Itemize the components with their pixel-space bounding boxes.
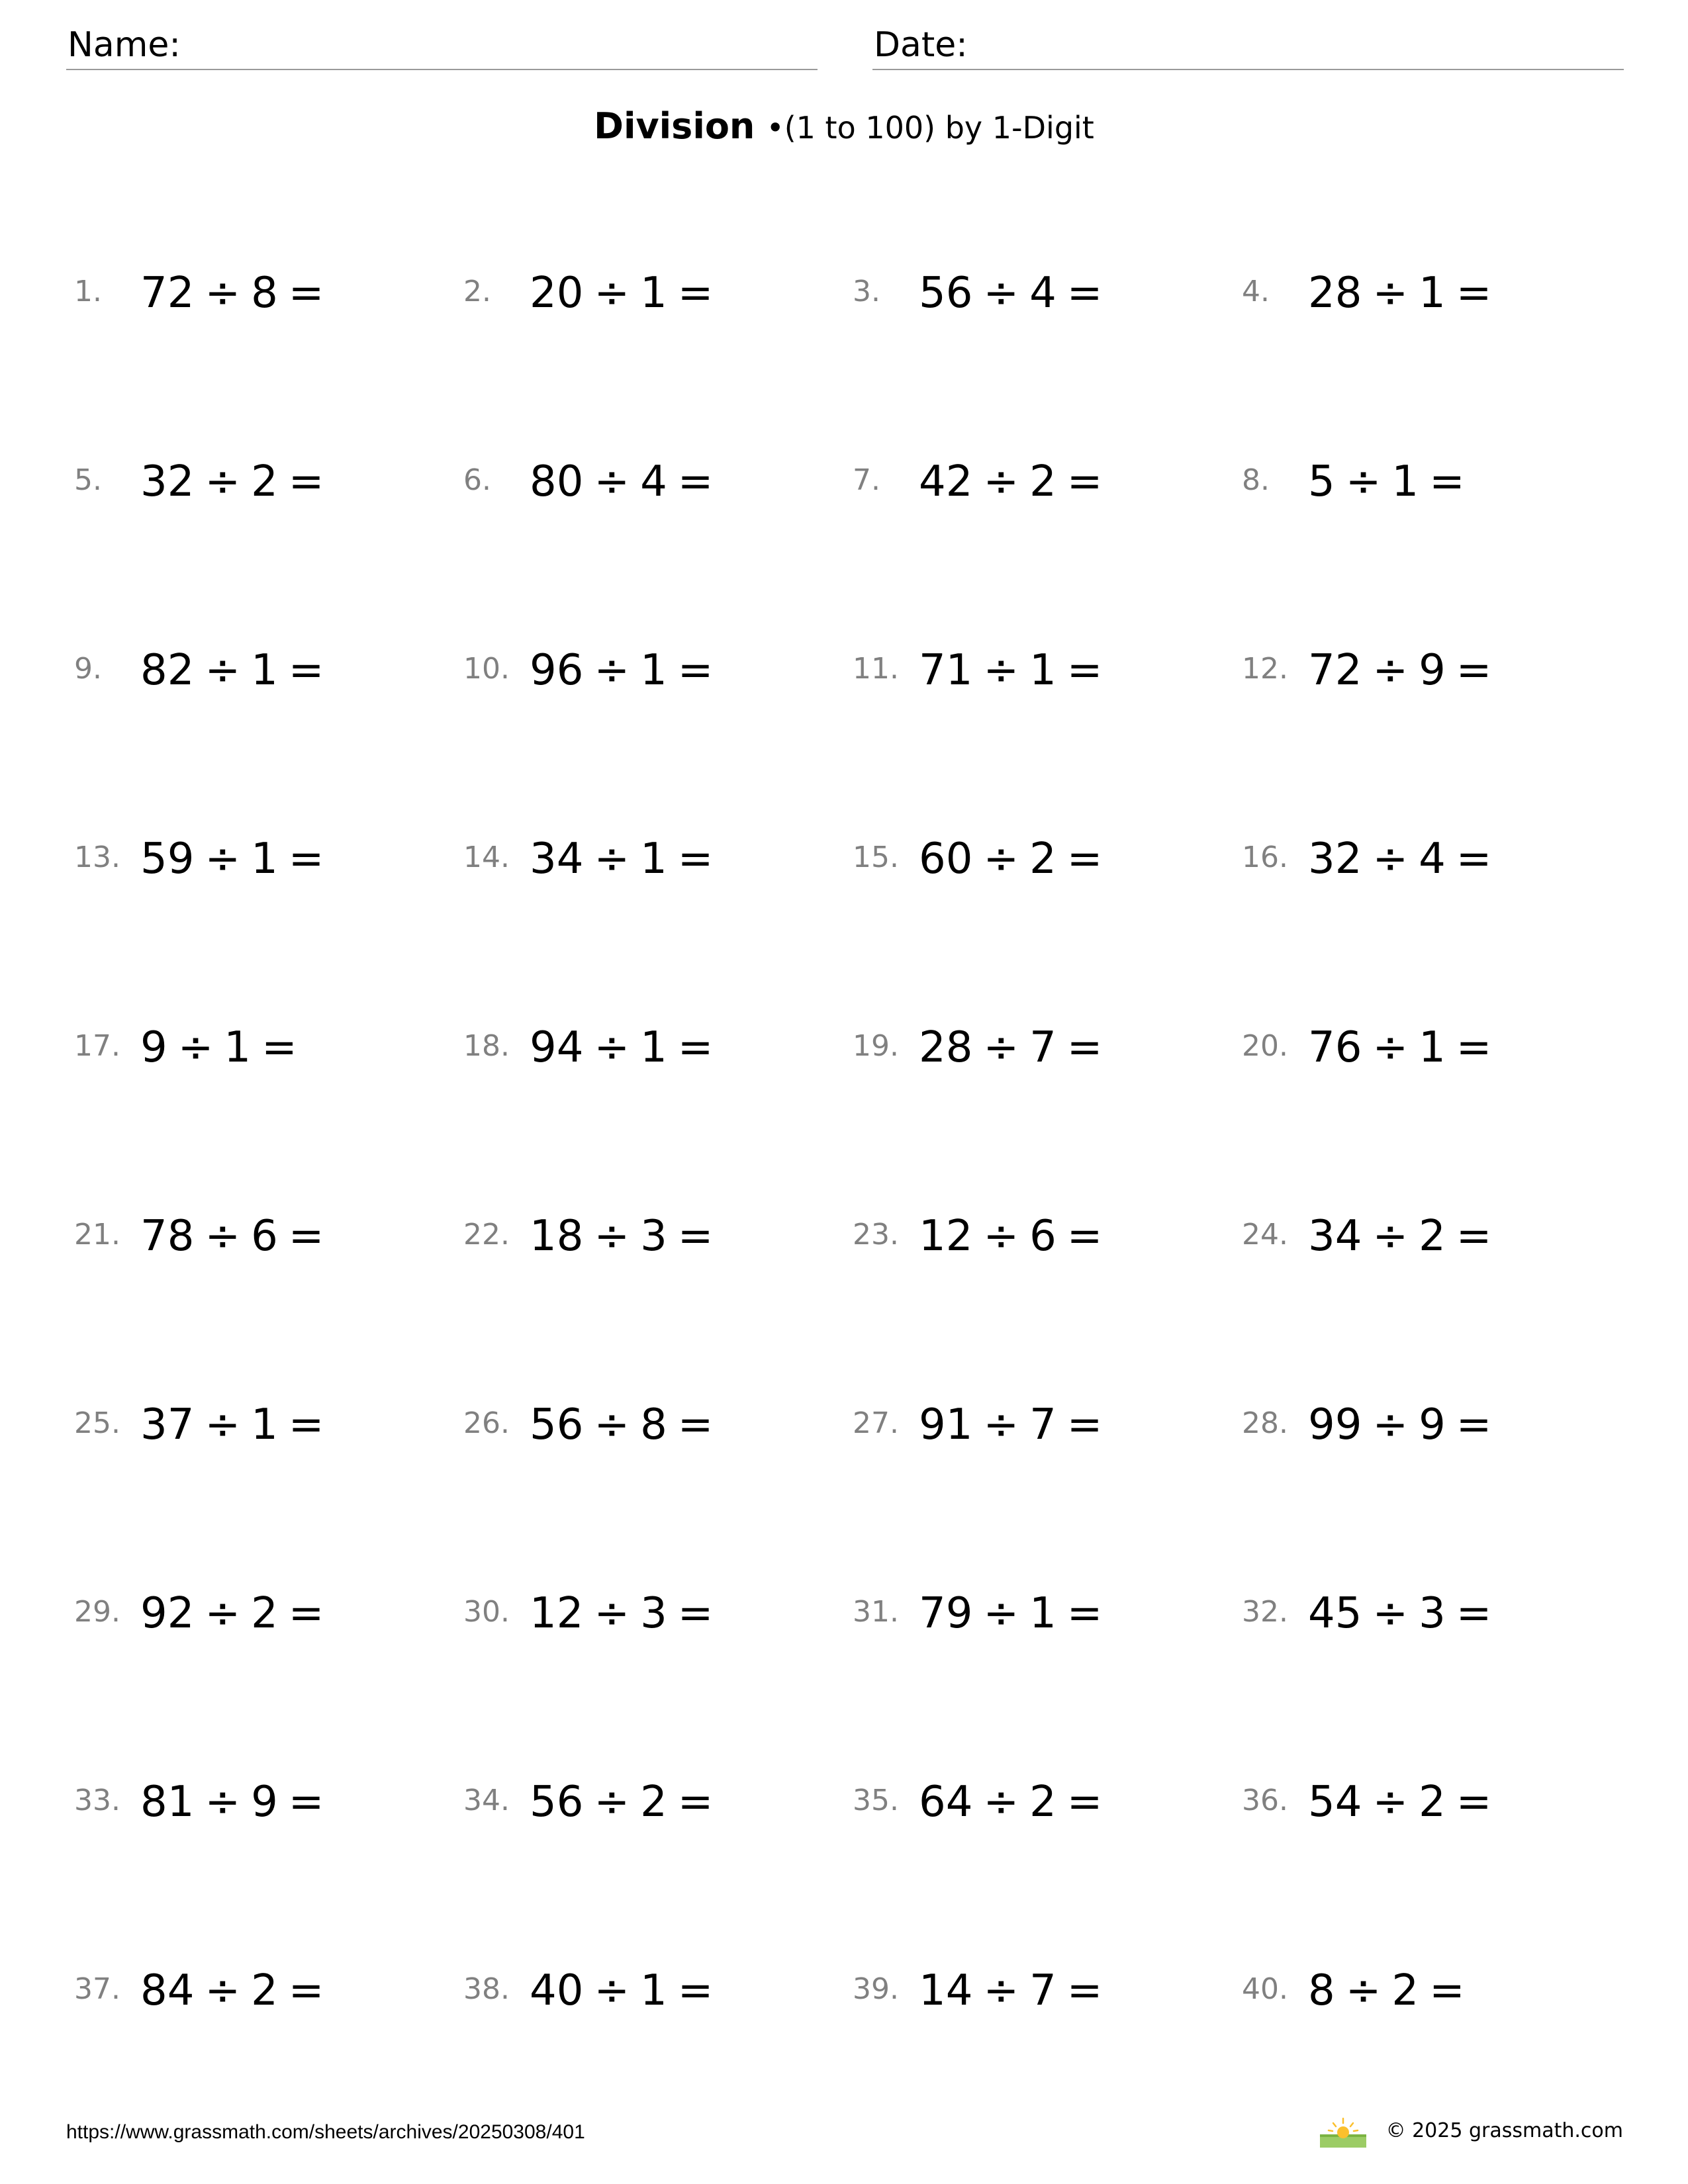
dividend: 32 xyxy=(1308,835,1362,884)
dividend: 56 xyxy=(530,1400,584,1449)
divisor: 3 xyxy=(640,1212,667,1261)
problem-item xyxy=(853,823,1223,895)
division-operator: ÷ xyxy=(594,1400,630,1449)
problem-item xyxy=(463,1200,834,1273)
problem-number: 22. xyxy=(463,1218,510,1251)
problem-item xyxy=(463,634,834,707)
equals-sign: = xyxy=(288,1966,324,2015)
dividend: 84 xyxy=(140,1966,195,2015)
problem-expression xyxy=(140,1766,324,1839)
sun-over-grass-icon xyxy=(1320,2115,1366,2148)
divisor: 2 xyxy=(1029,1778,1056,1827)
problem-number: 19. xyxy=(853,1029,899,1063)
problem-expression xyxy=(530,634,713,707)
problem-number: 23. xyxy=(853,1218,899,1251)
problem-item xyxy=(853,1011,1223,1084)
divisor: 2 xyxy=(1419,1778,1446,1827)
problem-item xyxy=(1242,634,1613,707)
problem-number: 25. xyxy=(74,1406,120,1440)
problem-number: 40. xyxy=(1242,1972,1288,2006)
dividend: 99 xyxy=(1308,1400,1362,1449)
divisor: 7 xyxy=(1029,1966,1056,2015)
division-operator: ÷ xyxy=(205,457,241,506)
division-operator: ÷ xyxy=(1345,457,1382,506)
problem-item xyxy=(853,1577,1223,1650)
equals-sign: = xyxy=(1456,1212,1492,1261)
problem-number: 35. xyxy=(853,1784,899,1817)
dividend: 34 xyxy=(530,835,584,884)
problem-item xyxy=(1242,1577,1613,1650)
divisor: 9 xyxy=(1419,1400,1446,1449)
problem-item xyxy=(463,1388,834,1461)
name-label: Name: xyxy=(68,25,181,65)
dividend: 71 xyxy=(919,646,973,695)
division-operator: ÷ xyxy=(1372,646,1409,695)
problem-number: 13. xyxy=(74,841,120,874)
dividend: 91 xyxy=(919,1400,973,1449)
problem-item xyxy=(463,1766,834,1839)
problem-item xyxy=(463,445,834,518)
problem-expression xyxy=(919,634,1102,707)
problem-expression xyxy=(919,823,1102,895)
problem-expression xyxy=(140,823,324,895)
title-subtitle: (1 to 100) by 1-Digit xyxy=(784,110,1094,146)
problem-item xyxy=(1242,1766,1613,1839)
problem-item xyxy=(74,1200,445,1273)
problem-expression xyxy=(1308,634,1491,707)
worksheet-title xyxy=(0,103,1688,151)
title-separator: • xyxy=(766,110,784,146)
equals-sign: = xyxy=(677,1023,714,1072)
divisor: 2 xyxy=(640,1778,667,1827)
dividend: 20 xyxy=(530,269,584,318)
equals-sign: = xyxy=(677,1400,714,1449)
problem-expression xyxy=(140,445,324,518)
problem-expression xyxy=(1308,1954,1465,2027)
divisor: 1 xyxy=(1419,1023,1446,1072)
divisor: 6 xyxy=(1029,1212,1056,1261)
divisor: 7 xyxy=(1029,1400,1056,1449)
dividend: 8 xyxy=(1308,1966,1335,2015)
problem-item xyxy=(74,445,445,518)
division-operator: ÷ xyxy=(1372,1212,1409,1261)
problem-expression xyxy=(1308,1200,1491,1273)
problem-number: 7. xyxy=(853,463,880,497)
problem-item xyxy=(1242,1954,1613,2027)
division-operator: ÷ xyxy=(594,1023,630,1072)
problem-item xyxy=(1242,1200,1613,1273)
division-operator: ÷ xyxy=(594,1212,630,1261)
division-operator: ÷ xyxy=(594,269,630,318)
problem-number: 11. xyxy=(853,652,899,686)
equals-sign: = xyxy=(1066,1589,1103,1638)
dividend: 9 xyxy=(140,1023,167,1072)
problem-item xyxy=(463,1011,834,1084)
divisor: 2 xyxy=(1029,835,1056,884)
problem-expression xyxy=(919,257,1102,330)
equals-sign: = xyxy=(288,835,324,884)
problem-expression xyxy=(140,1388,324,1461)
divisor: 3 xyxy=(640,1589,667,1638)
equals-sign: = xyxy=(1429,1966,1465,2015)
dividend: 34 xyxy=(1308,1212,1362,1261)
problem-number: 20. xyxy=(1242,1029,1288,1063)
divisor: 1 xyxy=(1029,1589,1056,1638)
equals-sign: = xyxy=(1456,1023,1492,1072)
dividend: 28 xyxy=(1308,269,1362,318)
equals-sign: = xyxy=(288,1400,324,1449)
dividend: 59 xyxy=(140,835,195,884)
divisor: 1 xyxy=(251,1400,278,1449)
problem-number: 2. xyxy=(463,275,491,308)
problem-item xyxy=(1242,445,1613,518)
equals-sign: = xyxy=(677,1212,714,1261)
problem-number: 8. xyxy=(1242,463,1270,497)
equals-sign: = xyxy=(1456,835,1492,884)
problem-number: 33. xyxy=(74,1784,120,1817)
problem-item xyxy=(463,257,834,330)
problem-item xyxy=(853,1200,1223,1273)
dividend: 92 xyxy=(140,1589,195,1638)
dividend: 60 xyxy=(919,835,973,884)
equals-sign: = xyxy=(677,269,714,318)
division-operator: ÷ xyxy=(177,1023,214,1072)
problem-number: 3. xyxy=(853,275,880,308)
problem-number: 32. xyxy=(1242,1595,1288,1629)
dividend: 76 xyxy=(1308,1023,1362,1072)
problem-expression xyxy=(530,1011,713,1084)
divisor: 1 xyxy=(224,1023,252,1072)
division-operator: ÷ xyxy=(983,1966,1019,2015)
dividend: 12 xyxy=(919,1212,973,1261)
problem-item xyxy=(1242,1011,1613,1084)
division-operator: ÷ xyxy=(205,1589,241,1638)
divisor: 4 xyxy=(1029,269,1056,318)
equals-sign: = xyxy=(1066,1400,1103,1449)
problem-number: 1. xyxy=(74,275,102,308)
division-operator: ÷ xyxy=(983,1589,1019,1638)
problem-expression xyxy=(919,1388,1102,1461)
problem-item xyxy=(74,823,445,895)
equals-sign: = xyxy=(677,1966,714,2015)
dividend: 45 xyxy=(1308,1589,1362,1638)
footer-brand xyxy=(1320,2115,1623,2148)
problem-expression xyxy=(1308,1577,1491,1650)
dividend: 72 xyxy=(1308,646,1362,695)
equals-sign: = xyxy=(1066,457,1103,506)
problem-expression xyxy=(1308,445,1465,518)
dividend: 64 xyxy=(919,1778,973,1827)
division-operator: ÷ xyxy=(1372,1778,1409,1827)
problem-item xyxy=(463,1954,834,2027)
equals-sign: = xyxy=(288,1589,324,1638)
divisor: 1 xyxy=(640,646,667,695)
problem-item xyxy=(853,1766,1223,1839)
division-operator: ÷ xyxy=(983,269,1019,318)
dividend: 94 xyxy=(530,1023,584,1072)
divisor: 4 xyxy=(1419,835,1446,884)
divisor: 2 xyxy=(251,457,278,506)
dividend: 12 xyxy=(530,1589,584,1638)
divisor: 8 xyxy=(251,269,278,318)
equals-sign: = xyxy=(1456,269,1492,318)
problem-item xyxy=(1242,257,1613,330)
problem-number: 37. xyxy=(74,1972,120,2006)
division-operator: ÷ xyxy=(1372,269,1409,318)
problem-number: 31. xyxy=(853,1595,899,1629)
problem-number: 30. xyxy=(463,1595,510,1629)
problem-number: 15. xyxy=(853,841,899,874)
problem-number: 21. xyxy=(74,1218,120,1251)
problem-expression xyxy=(530,1577,713,1650)
equals-sign: = xyxy=(677,646,714,695)
problem-expression xyxy=(530,823,713,895)
problem-item xyxy=(853,634,1223,707)
problem-number: 6. xyxy=(463,463,491,497)
division-operator: ÷ xyxy=(205,1400,241,1449)
division-operator: ÷ xyxy=(983,1212,1019,1261)
equals-sign: = xyxy=(1066,835,1103,884)
divisor: 1 xyxy=(1029,646,1056,695)
division-operator: ÷ xyxy=(983,1778,1019,1827)
divisor: 2 xyxy=(1419,1212,1446,1261)
divisor: 1 xyxy=(251,646,278,695)
problem-number: 5. xyxy=(74,463,102,497)
equals-sign: = xyxy=(288,457,324,506)
equals-sign: = xyxy=(1066,1023,1103,1072)
dividend: 40 xyxy=(530,1966,584,2015)
dividend: 80 xyxy=(530,457,584,506)
division-operator: ÷ xyxy=(1372,835,1409,884)
dividend: 56 xyxy=(919,269,973,318)
division-operator: ÷ xyxy=(205,835,241,884)
division-operator: ÷ xyxy=(594,1966,630,2015)
division-operator: ÷ xyxy=(983,1023,1019,1072)
divisor: 1 xyxy=(640,269,667,318)
problem-item xyxy=(853,1388,1223,1461)
problem-expression xyxy=(919,445,1102,518)
divisor: 2 xyxy=(1391,1966,1419,2015)
dividend: 18 xyxy=(530,1212,584,1261)
problem-expression xyxy=(1308,1766,1491,1839)
dividend: 81 xyxy=(140,1778,195,1827)
problem-expression xyxy=(919,1954,1102,2027)
problem-item xyxy=(463,823,834,895)
problem-number: 12. xyxy=(1242,652,1288,686)
problem-expression xyxy=(140,1577,324,1650)
dividend: 28 xyxy=(919,1023,973,1072)
divisor: 1 xyxy=(1419,269,1446,318)
divisor: 1 xyxy=(251,835,278,884)
divisor: 9 xyxy=(251,1778,278,1827)
problem-number: 10. xyxy=(463,652,510,686)
division-operator: ÷ xyxy=(594,646,630,695)
division-operator: ÷ xyxy=(983,835,1019,884)
equals-sign: = xyxy=(677,835,714,884)
divisor: 1 xyxy=(640,1023,667,1072)
dividend: 56 xyxy=(530,1778,584,1827)
problem-item xyxy=(74,1388,445,1461)
equals-sign: = xyxy=(677,1778,714,1827)
problem-item xyxy=(74,1766,445,1839)
dividend: 54 xyxy=(1308,1778,1362,1827)
dividend: 14 xyxy=(919,1966,973,2015)
equals-sign: = xyxy=(288,269,324,318)
problem-item xyxy=(853,1954,1223,2027)
division-operator: ÷ xyxy=(1345,1966,1382,2015)
problem-expression xyxy=(919,1200,1102,1273)
problem-item xyxy=(1242,1388,1613,1461)
division-operator: ÷ xyxy=(983,457,1019,506)
equals-sign: = xyxy=(1066,646,1103,695)
name-field[interactable] xyxy=(66,24,818,70)
division-operator: ÷ xyxy=(205,1778,241,1827)
equals-sign: = xyxy=(1066,1778,1103,1827)
problem-item xyxy=(74,634,445,707)
problem-item xyxy=(74,257,445,330)
division-operator: ÷ xyxy=(983,1400,1019,1449)
footer-url: https://www.grassmath.com/sheets/archives/20250308/401 xyxy=(66,2121,585,2143)
divisor: 3 xyxy=(1419,1589,1446,1638)
problem-expression xyxy=(140,1011,297,1084)
equals-sign: = xyxy=(261,1023,297,1072)
problem-number: 14. xyxy=(463,841,510,874)
problem-expression xyxy=(140,1954,324,2027)
problem-expression xyxy=(1308,823,1491,895)
problem-expression xyxy=(919,1011,1102,1084)
equals-sign: = xyxy=(677,457,714,506)
problem-number: 36. xyxy=(1242,1784,1288,1817)
dividend: 37 xyxy=(140,1400,195,1449)
divisor: 6 xyxy=(251,1212,278,1261)
dividend: 32 xyxy=(140,457,195,506)
divisor: 2 xyxy=(1029,457,1056,506)
division-operator: ÷ xyxy=(205,646,241,695)
title-main: Division xyxy=(594,105,755,147)
dividend: 96 xyxy=(530,646,584,695)
dividend: 5 xyxy=(1308,457,1335,506)
equals-sign: = xyxy=(677,1589,714,1638)
problem-number: 16. xyxy=(1242,841,1288,874)
divisor: 2 xyxy=(251,1966,278,2015)
division-operator: ÷ xyxy=(594,1589,630,1638)
equals-sign: = xyxy=(288,1778,324,1827)
equals-sign: = xyxy=(1066,269,1103,318)
problem-item xyxy=(1242,823,1613,895)
problem-expression xyxy=(1308,1388,1491,1461)
problem-expression xyxy=(140,257,324,330)
problem-number: 27. xyxy=(853,1406,899,1440)
problem-expression xyxy=(530,1388,713,1461)
problem-expression xyxy=(530,445,713,518)
problem-number: 9. xyxy=(74,652,102,686)
dividend: 82 xyxy=(140,646,195,695)
problem-number: 38. xyxy=(463,1972,510,2006)
divisor: 7 xyxy=(1029,1023,1056,1072)
divisor: 8 xyxy=(640,1400,667,1449)
problem-item xyxy=(74,1577,445,1650)
dividend: 78 xyxy=(140,1212,195,1261)
division-operator: ÷ xyxy=(1372,1589,1409,1638)
problem-number: 39. xyxy=(853,1972,899,2006)
division-operator: ÷ xyxy=(983,646,1019,695)
problem-number: 4. xyxy=(1242,275,1270,308)
divisor: 4 xyxy=(640,457,667,506)
date-field[interactable] xyxy=(872,24,1624,70)
division-operator: ÷ xyxy=(205,1212,241,1261)
problem-item xyxy=(853,257,1223,330)
problem-expression xyxy=(919,1577,1102,1650)
equals-sign: = xyxy=(1456,646,1492,695)
equals-sign: = xyxy=(1429,457,1465,506)
equals-sign: = xyxy=(288,646,324,695)
equals-sign: = xyxy=(1456,1778,1492,1827)
problem-number: 28. xyxy=(1242,1406,1288,1440)
division-operator: ÷ xyxy=(594,457,630,506)
division-operator: ÷ xyxy=(594,835,630,884)
equals-sign: = xyxy=(288,1212,324,1261)
problem-item xyxy=(74,1954,445,2027)
problem-item xyxy=(463,1577,834,1650)
problem-expression xyxy=(1308,1011,1491,1084)
division-operator: ÷ xyxy=(594,1778,630,1827)
footer-copyright: © 2025 grassmath.com xyxy=(1385,2119,1623,2142)
divisor: 2 xyxy=(251,1589,278,1638)
problem-item xyxy=(74,1011,445,1084)
division-operator: ÷ xyxy=(205,269,241,318)
division-operator: ÷ xyxy=(205,1966,241,2015)
division-operator: ÷ xyxy=(1372,1400,1409,1449)
problem-number: 29. xyxy=(74,1595,120,1629)
equals-sign: = xyxy=(1456,1400,1492,1449)
date-label: Date: xyxy=(874,25,968,65)
dividend: 79 xyxy=(919,1589,973,1638)
problem-expression xyxy=(1308,257,1491,330)
divisor: 9 xyxy=(1419,646,1446,695)
problem-number: 26. xyxy=(463,1406,510,1440)
equals-sign: = xyxy=(1066,1212,1103,1261)
problem-expression xyxy=(140,634,324,707)
problem-expression xyxy=(530,257,713,330)
equals-sign: = xyxy=(1066,1966,1103,2015)
dividend: 42 xyxy=(919,457,973,506)
divisor: 1 xyxy=(1391,457,1419,506)
problem-number: 18. xyxy=(463,1029,510,1063)
problem-number: 17. xyxy=(74,1029,120,1063)
problem-item xyxy=(853,445,1223,518)
problem-expression xyxy=(919,1766,1102,1839)
divisor: 1 xyxy=(640,835,667,884)
problem-expression xyxy=(530,1766,713,1839)
equals-sign: = xyxy=(1456,1589,1492,1638)
problem-number: 24. xyxy=(1242,1218,1288,1251)
division-operator: ÷ xyxy=(1372,1023,1409,1072)
dividend: 72 xyxy=(140,269,195,318)
divisor: 1 xyxy=(640,1966,667,2015)
problem-expression xyxy=(530,1200,713,1273)
problem-number: 34. xyxy=(463,1784,510,1817)
problem-expression xyxy=(530,1954,713,2027)
problem-expression xyxy=(140,1200,324,1273)
